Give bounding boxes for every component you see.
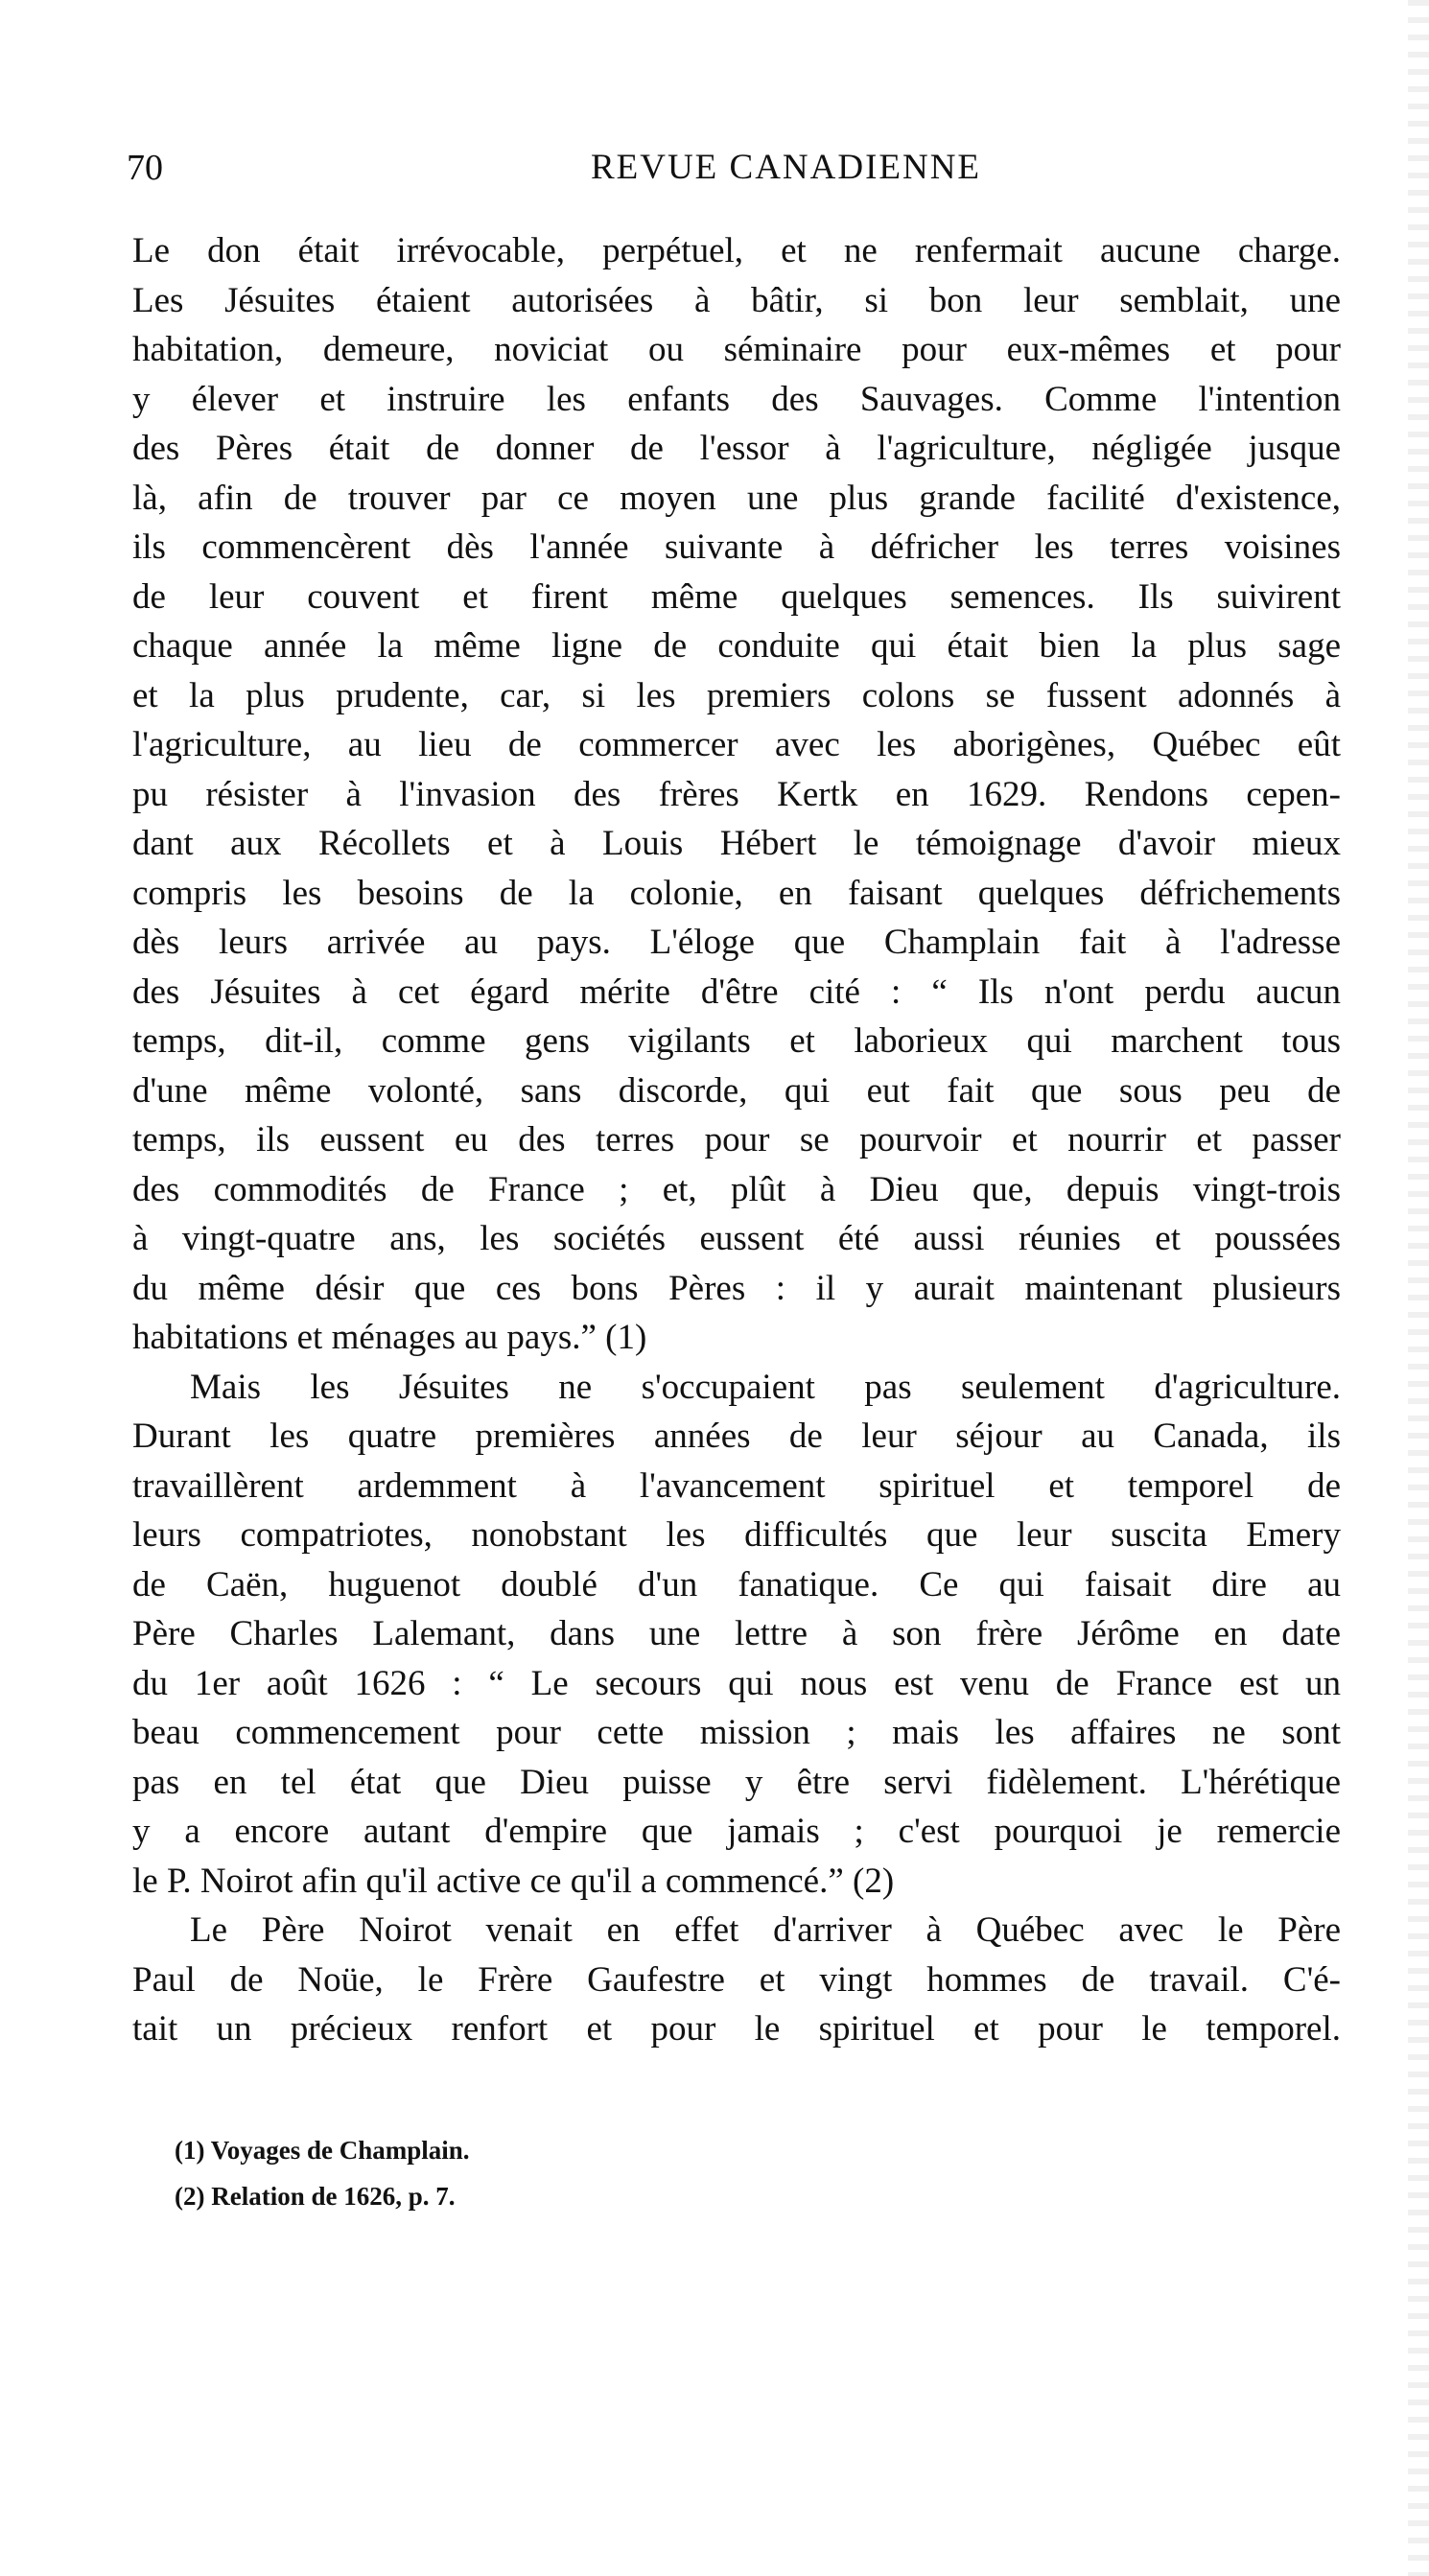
page-header [127,144,1340,192]
text-line: du 1er août 1626 : “ Le secours qui nous est venu de France est un [132,1663,1341,1703]
text-line: chaque année la même ligne de conduite qui était bien la plus sage [132,626,1341,666]
page-edge-scan-marks [1408,0,1429,2576]
paragraph-1 [132,226,1341,1363]
text-line: des commodités de France ; et, plût à Dieu que, depuis vingt-trois [132,1169,1341,1209]
page-number: 70 [127,148,163,188]
text-line: habitations et ménages au pays.” (1) [132,1318,647,1357]
text-line: Mais les Jésuites ne s'occupaient pas seulement d'agriculture. [190,1367,1341,1407]
paragraph-2 [132,1363,1341,1907]
body-text [132,226,1341,2054]
text-line: habitation, demeure, noviciat ou séminaire pour eux-mêmes et pour [132,330,1341,369]
text-line: à vingt-quatre ans, les sociétés eussent été aussi réunies et poussées [132,1219,1341,1258]
footnote-2: (2) Relation de 1626, p. 7. [175,2182,456,2211]
text-line: tait un précieux renfort et pour le spirituel et pour le temporel. [132,2009,1341,2049]
text-line: dès leurs arrivée au pays. L'éloge que Champlain fait à l'adresse [132,923,1341,962]
text-line: Le Père Noirot venait en effet d'arriver à Québec avec le Père [190,1910,1341,1950]
text-line: là, afin de trouver par ce moyen une plus grande facilité d'existence, [132,478,1341,518]
text-line: le P. Noirot afin qu'il active ce qu'il a commencé.” (2) [132,1861,895,1901]
text-line: Les Jésuites étaient autorisées à bâtir, si bon leur semblait, une [132,280,1341,320]
text-line: pas en tel état que Dieu puisse y être servi fidèlement. L'hérétique [132,1762,1341,1802]
text-line: dant aux Récollets et à Louis Hébert le témoignage d'avoir mieux [132,824,1341,863]
text-line: leurs compatriotes, nonobstant les difficultés que leur suscita Emery [132,1515,1341,1555]
text-line: travaillèrent ardemment à l'avancement spirituel et temporel de [132,1465,1341,1506]
footnotes [175,2127,1134,2219]
text-line: Paul de Noüe, le Frère Gaufestre et vingt hommes de travail. C'é- [132,1959,1341,2000]
text-line: y a encore autant d'empire que jamais ; c'est pourquoi je remercie [132,1812,1341,1851]
text-line: du même désir que ces bons Pères : il y aurait maintenant plusieurs [132,1268,1341,1308]
text-line: et la plus prudente, car, si les premiers colons se fussent adonnés à [132,675,1341,715]
text-line: temps, ils eussent eu des terres pour se pourvoir et nourrir et passer [132,1120,1341,1159]
footnote-1: (1) Voyages de Champlain. [175,2136,470,2165]
text-line: des Pères était de donner de l'essor à l'agriculture, négligée jusque [132,429,1341,468]
text-line: Le don était irrévocable, perpétuel, et ne renfermait aucune charge. [132,231,1341,270]
text-line: temps, dit-il, comme gens vigilants et laborieux qui marchent tous [132,1021,1341,1061]
text-line: y élever et instruire les enfants des Sauvages. Comme l'intention [132,379,1341,419]
text-line: des Jésuites à cet égard mérite d'être cité : “ Ils n'ont perdu aucun [132,972,1341,1012]
text-line: Père Charles Lalemant, dans une lettre à son frère Jérôme en date [132,1614,1341,1653]
text-line: pu résister à l'invasion des frères Kertk en 1629. Rendons cepen- [132,774,1341,814]
text-line: beau commencement pour cette mission ; mais les affaires ne sont [132,1713,1341,1752]
text-line: d'une même volonté, sans discorde, qui eut fait que sous peu de [132,1070,1341,1111]
text-line: de Caën, huguenot doublé d'un fanatique. Ce qui faisait dire au [132,1564,1341,1604]
running-title: REVUE CANADIENNE [590,148,982,187]
text-line: de leur couvent et firent même quelques semences. Ils suivirent [132,576,1341,617]
text-line: Durant les quatre premières années de leur séjour au Canada, ils [132,1417,1341,1456]
text-line: l'agriculture, au lieu de commercer avec les aborigènes, Québec eût [132,725,1341,764]
text-line: ils commencèrent dès l'année suivante à défricher les terres voisines [132,527,1341,567]
paragraph-3 [132,1906,1341,2054]
text-line: compris les besoins de la colonie, en faisant quelques défrichements [132,873,1341,913]
